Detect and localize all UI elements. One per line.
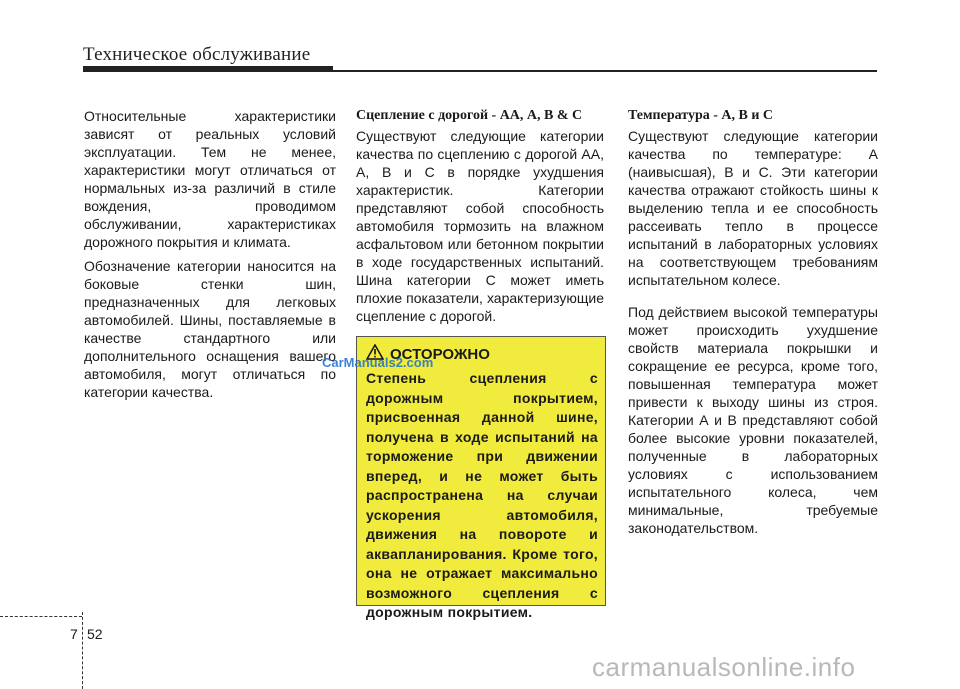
chapter-number: 7 bbox=[70, 626, 78, 642]
header-rule-thick bbox=[83, 66, 333, 72]
temperature-paragraph-1: Существуют следующие категории качества по температуре: А (наивысшая), В и С. Эти категории качества отражают стойкость шины к выделению тепла и ее способность рассеивать тепло в процессе испытаний в лабораторных условиях на соответствующем требованиям испытательном колесе. bbox=[628, 128, 878, 288]
warning-title: ОСТОРОЖНО bbox=[390, 345, 490, 363]
footer-vline bbox=[82, 612, 84, 689]
traction-paragraph: Существуют следующие категории качества по сцеплению с дорогой АА, А, В и С в порядке ухудшения характеристик. Категории представляют собой способность автомобиля тормозить на влажном асфальтовом или бетонном покрытии в ходе государственных испытаний. Шина категории С может иметь плохие показатели, характеризующие сцепление с дорогой. bbox=[356, 128, 604, 324]
col1-paragraph-1: Относительные характеристики зависят от реальных условий эксплуатации. Тем не менее, характеристики могут отличаться от нормальных из-за различий в стиле вождения, проводимом обслуживании, характеристиках дорожного покрытия и климата. bbox=[84, 108, 336, 250]
watermark-big: carmanualsonline.info bbox=[592, 652, 856, 682]
traction-heading: Сцепление с дорогой - АА, А, В & С bbox=[356, 108, 583, 123]
column-1 bbox=[84, 107, 336, 401]
watermark-small: CarManuals2.com bbox=[322, 355, 434, 370]
footer-hline bbox=[0, 616, 82, 618]
page-number: 52 bbox=[87, 626, 103, 642]
column-2 bbox=[356, 107, 604, 325]
col1-paragraph-2: Обозначение категории наносится на боковые стенки шин, предназначенных для легковых автомобилей. Шины, поставляемые в качестве стандартного или дополнительного оснащения вашего автомобиля, могут отличаться по категории качества. bbox=[84, 258, 336, 400]
warning-text: Степень сцепления с дорожным покрытием, присвоенная данной шине, получена в ходе испытаний на торможение при движении вперед, и не может быть распространена на случаи ускорения автомобиля, движения на повороте и аквапланирования. Кроме того, она не отражает максимально возможного сцепления с дорожным покрытием. bbox=[366, 370, 598, 620]
warning-box bbox=[356, 336, 606, 620]
header-rule-thin bbox=[333, 70, 877, 72]
temperature-paragraph-2: Под действием высокой температуры может происходить ухудшение свойств материала покрышки и сокращение ее ресурса, кроме того, повышенная температура может привести к выходу шины из строя. Категории А и В представляют собой более высокие уровни показателей, полученные в лабораторных условиях с использованием испытательного колеса, чем минимальные, требуемые законодательством. bbox=[628, 304, 878, 536]
header-title: Техническое обслуживание bbox=[83, 44, 311, 65]
temperature-heading: Температура - А, В и С bbox=[628, 108, 774, 123]
column-3 bbox=[628, 107, 878, 537]
